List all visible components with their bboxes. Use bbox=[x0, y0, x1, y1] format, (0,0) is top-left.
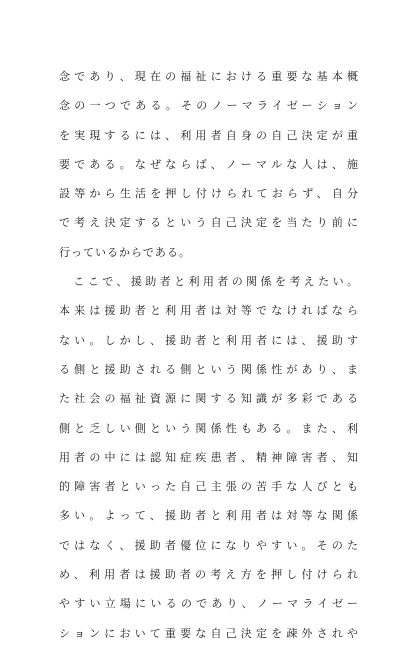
text-line: 念であり、現在の福祉における重要な基本概 bbox=[59, 70, 359, 83]
text-line: 本来は援助者と利用者は対等でなければなら bbox=[59, 304, 359, 318]
text-line: る側と援助される側という関係性があり、ま bbox=[59, 362, 359, 376]
text-line: 行っているからである。 bbox=[59, 245, 191, 259]
text-line: 的障害者といった自己主張の苦手な人びとも bbox=[59, 480, 359, 494]
body-text bbox=[59, 62, 359, 648]
text-line: 用者の中には認知症疾患者、精神障害者、知 bbox=[59, 450, 359, 464]
text-line: め、利用者は援助者の考え方を押し付けられ bbox=[59, 568, 359, 582]
text-line: 要である。なぜならば、ノーマルな人は、施 bbox=[59, 157, 359, 171]
text-line: ではなく、援助者優位になりやすい。そのた bbox=[59, 538, 359, 552]
text-line: を実現するには、利用者自身の自己決定が重 bbox=[59, 128, 359, 142]
text-line: 多い。よって、援助者と利用者は対等な関係 bbox=[59, 509, 359, 523]
text-line: ここで、援助者と利用者の関係を考えたい。 bbox=[59, 275, 359, 289]
text-line: 念の一つである。そのノーマライゼーション bbox=[59, 99, 359, 113]
text-line: で考え決定するという自己決定を当たり前に bbox=[59, 216, 359, 230]
text-line: やすい立場にいるのであり、ノーマライゼー bbox=[59, 597, 359, 611]
text-line: 側と乏しい側という関係性もある。また、利 bbox=[59, 421, 359, 435]
text-line: 設等から生活を押し付けられておらず、自分 bbox=[59, 187, 359, 201]
text-line: ない。しかし、援助者と利用者には、援助す bbox=[59, 333, 359, 347]
text-line: た社会の福祉資源に関する知識が多彩である bbox=[59, 392, 359, 406]
text-line: ションにおいて重要な自己決定を疎外されや bbox=[59, 626, 359, 640]
